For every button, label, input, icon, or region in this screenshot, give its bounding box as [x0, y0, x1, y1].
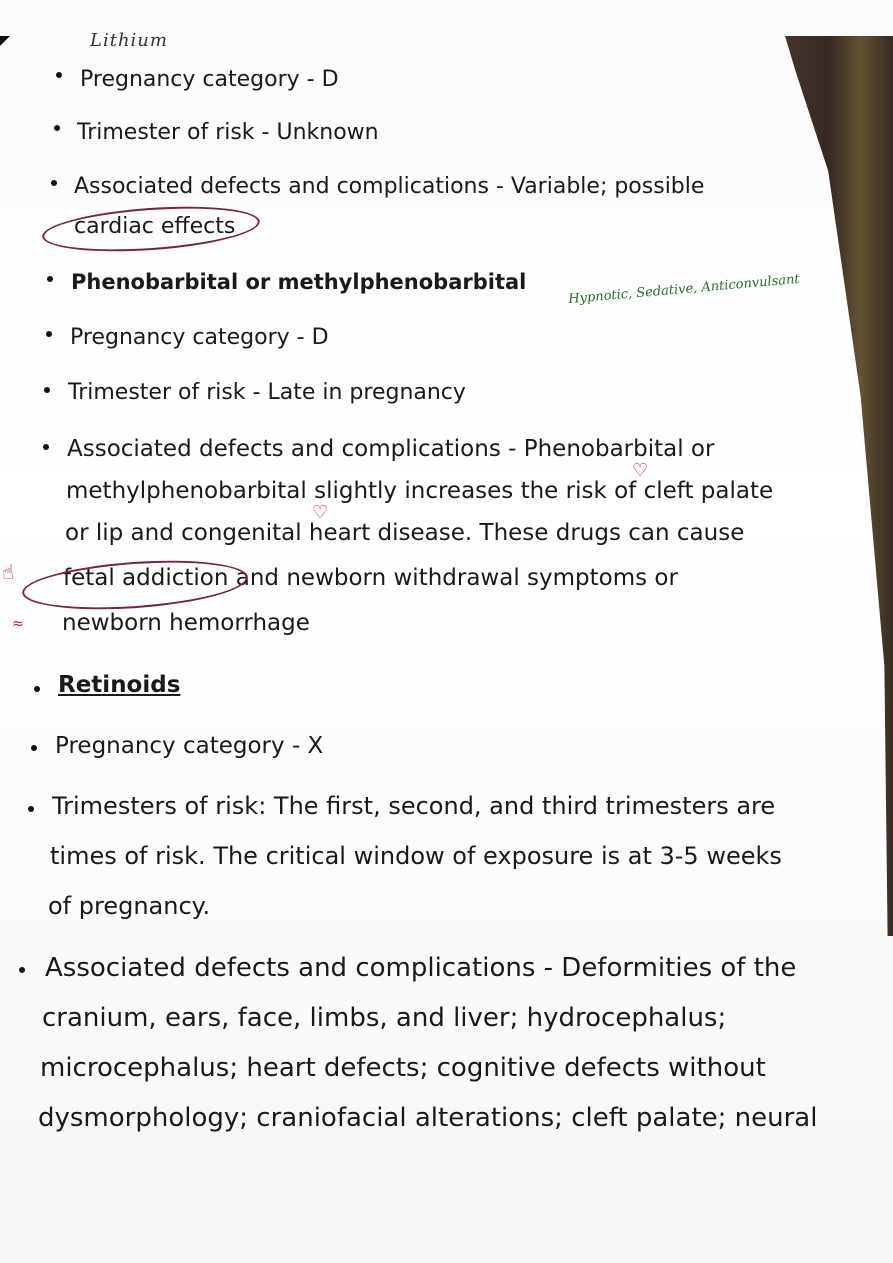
heart-mark-icon: ♡: [312, 502, 329, 523]
page-corner: [0, 36, 10, 46]
phenobarbital-defects-line: Associated defects and complications - Phenobarbital or: [67, 436, 715, 462]
retinoids-defects-line: microcephalus; heart defects; cognitive defects without: [40, 1053, 766, 1083]
retinoids-title: Retinoids: [58, 672, 181, 698]
thumb-icon: ☝: [2, 560, 15, 584]
bullet-dot: [19, 967, 25, 973]
bullet-dot: [43, 444, 49, 450]
retinoids-category: Pregnancy category - X: [55, 733, 324, 759]
bullet-dot: [54, 125, 60, 131]
bullet-dot: [56, 72, 62, 78]
heart-mark-icon: ♡: [632, 460, 649, 481]
arrow-mark-icon: ≈: [12, 616, 24, 632]
bullet-dot: [46, 331, 52, 337]
bullet-dot: [47, 276, 53, 282]
phenobarbital-defects-line: fetal addiction and newborn withdrawal symptoms or: [63, 565, 678, 591]
bullet-dot: [44, 387, 50, 393]
hand-drawn-circle: [21, 554, 250, 616]
phenobarbital-title: Phenobarbital or methylphenobarbital: [71, 270, 527, 294]
bullet-dot: [28, 806, 34, 812]
retinoids-trimester-line: Trimesters of risk: The first, second, and third trimesters are: [52, 792, 776, 820]
lithium-defects-line1: Associated defects and complications - Variable; possible: [74, 174, 705, 199]
lithium-defects-line2: cardiac effects: [74, 214, 236, 239]
phenobarbital-defects-line: or lip and congenital heart disease. These drugs can cause: [65, 520, 745, 546]
retinoids-trimester-line: times of risk. The critical window of exposure is at 3-5 weeks: [50, 842, 782, 870]
bullet-dot: [31, 745, 37, 751]
retinoids-defects-line: Associated defects and complications - Deformities of the: [45, 953, 797, 983]
phenobarbital-category: Pregnancy category - D: [70, 325, 329, 350]
phenobarbital-defects-line: methylphenobarbital slightly increases the risk of cleft palate: [66, 478, 774, 504]
retinoids-defects-line: cranium, ears, face, limbs, and liver; hydrocephalus;: [42, 1003, 727, 1033]
handwritten-note: Hypnotic, Sedative, Anticonvulsant: [567, 271, 801, 308]
hand-drawn-circle: [41, 200, 261, 257]
phenobarbital-trimester: Trimester of risk - Late in pregnancy: [68, 380, 466, 405]
bullet-dot: [51, 180, 57, 186]
bullet-dot: [34, 686, 40, 692]
lithium-trimester: Trimester of risk - Unknown: [77, 120, 379, 145]
lithium-category: Pregnancy category - D: [80, 67, 339, 92]
phenobarbital-defects-line: newborn hemorrhage: [62, 610, 310, 636]
retinoids-defects-line: dysmorphology; craniofacial alterations; cleft palate; neural: [38, 1103, 818, 1133]
handwritten-heading: Lithium: [90, 30, 168, 51]
background-fabric: [785, 36, 893, 936]
retinoids-trimester-line: of pregnancy.: [48, 892, 211, 920]
